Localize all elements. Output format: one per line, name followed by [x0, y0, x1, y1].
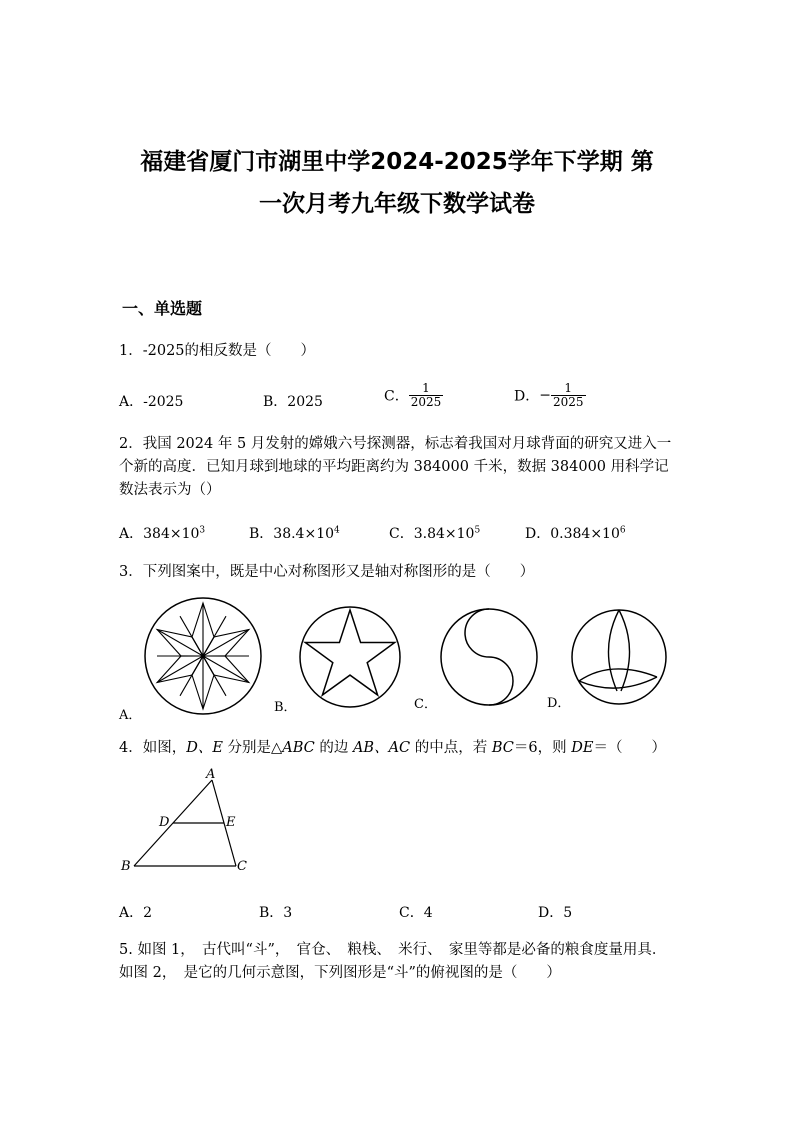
q1-option-d-label: D．	[514, 388, 540, 405]
question-4-stem	[119, 737, 675, 760]
q3-label-c: C．	[414, 697, 437, 712]
q2-option-c-exponent: 5	[474, 525, 481, 536]
q4-point-d: D	[159, 815, 170, 830]
q4-stem-bc: BC	[491, 740, 514, 756]
q3-figure-a	[144, 597, 262, 715]
q4-stem-prefix: 4．如图，	[119, 740, 187, 756]
q4-stem-de: DE	[571, 740, 594, 756]
q2-option-b-base: 38.4×10	[273, 526, 335, 542]
question-2-stem: 2．我国 2024 年 5 月发射的嫦娥六号探测器，标志着我国对月球背面的研究又进入一个新的高度．已知月球到地球的平均距离约为 384000 千米，数据 384000 用科学记数法表示为（）	[119, 436, 672, 498]
q2-option-d-exponent: 6	[619, 525, 626, 536]
q4-stem-triangle: ABC	[282, 740, 315, 756]
q1-option-d	[514, 382, 586, 409]
q2-option-a	[119, 523, 205, 543]
q3-figure-d	[571, 609, 667, 705]
q2-option-d	[525, 523, 626, 543]
q2-option-b-exponent: 4	[334, 525, 340, 536]
q2-option-c-base: 3.84×10	[413, 526, 475, 542]
q4-vertex-a: A	[206, 767, 216, 782]
q1-option-d-fraction	[551, 382, 586, 409]
q2-option-d-base: 0.384×10	[550, 526, 620, 542]
q3-label-a: A．	[119, 708, 142, 723]
q1-option-b: B．2025	[263, 394, 323, 410]
question-1-stem: 1．-2025的相反数是（ ）	[119, 343, 316, 359]
q1-option-c-denominator: 2025	[410, 395, 442, 409]
q4-stem-end: ＝（ ）	[593, 740, 666, 756]
q2-option-b	[249, 523, 340, 543]
q3-figure-b	[299, 606, 401, 708]
q1-option-c-numerator: 1	[422, 381, 430, 395]
question-5-stem: 5. 如图 1， 古代叫“斗”， 官仓、 粮栈、 米行、 家里等都是必备的粮食度量用具． 如图 2， 是它的几何示意图，下列图形是“斗”的俯视图的是（ ）	[119, 942, 674, 981]
q4-option-b: B．3	[259, 905, 293, 921]
document-title-line2: 一次月考九年级下数学试卷	[259, 191, 535, 217]
section-heading: 一、单选题	[122, 299, 203, 318]
q4-point-e: E	[226, 815, 236, 830]
q4-stem-mid1: 分别是△	[222, 740, 283, 756]
q1-option-c-fraction	[409, 382, 444, 409]
q2-option-d-label: D．	[525, 526, 551, 542]
q4-vertex-c: C	[237, 859, 247, 874]
q1-option-a: A．-2025	[119, 394, 184, 410]
q4-stem-points-de: D、E	[186, 740, 223, 756]
q4-stem-mid2: 的边	[314, 740, 353, 756]
q2-option-c-label: C．	[389, 526, 414, 542]
document-title-line1: 福建省厦门市湖里中学2024-2025学年下学期 第	[140, 149, 654, 175]
q2-option-a-label: A．	[119, 526, 144, 542]
q2-option-b-label: B．	[249, 526, 274, 542]
q2-option-a-exponent: 3	[199, 525, 206, 536]
q4-option-a: A．2	[119, 905, 153, 921]
q2-option-c	[389, 523, 480, 543]
q1-option-d-numerator: 1	[564, 381, 573, 395]
q3-label-d: D．	[547, 696, 571, 711]
question-3-stem: 3．下列图案中，既是中心对称图形又是轴对称图形的是（ ）	[119, 564, 535, 580]
q3-label-b: B．	[274, 700, 297, 715]
q4-stem-mid4: ＝6，则	[513, 740, 572, 756]
q4-stem-sides: AB、AC	[352, 740, 411, 756]
q3-figure-c	[439, 607, 539, 707]
q1-option-c	[384, 382, 443, 409]
q4-vertex-b: B	[121, 859, 131, 874]
q1-option-c-label: C．	[384, 388, 409, 405]
q1-option-d-denominator: 2025	[552, 395, 584, 409]
q2-option-a-base: 384×10	[143, 526, 200, 542]
q4-option-d: D．5	[538, 905, 573, 921]
q1-option-d-sign: −	[539, 387, 551, 404]
q4-stem-mid3: 的中点，若	[410, 740, 492, 756]
q4-option-c: C．4	[399, 905, 433, 921]
